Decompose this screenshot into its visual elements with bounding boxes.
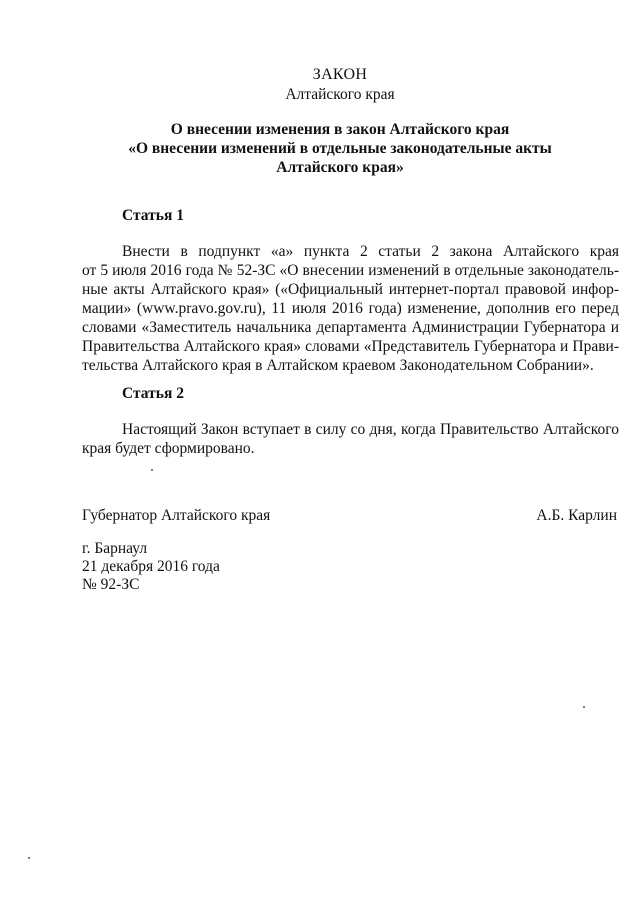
- law-number: № 92-ЗС: [82, 576, 140, 593]
- issue-date: 21 декабря 2016 года: [82, 558, 220, 575]
- document-title-line: О внесении изменения в закон Алтайского края: [170, 121, 510, 138]
- document-title: [60, 120, 620, 177]
- document-title-line: Алтайского края»: [276, 159, 404, 176]
- article-1-line: словами «Заместитель начальника департамента Администрации Губернатора и: [82, 319, 619, 336]
- article-1-line: Внести в подпункт «а» пункта 2 статьи 2 закона Алтайского края: [122, 243, 619, 260]
- document-title-line: «О внесении изменений в отдельные законодательные акты: [128, 140, 552, 157]
- article-1-line: Правительства Алтайского края» словами «Представитель Губернатора и Прави-: [82, 338, 619, 355]
- document-region: Алтайского края: [285, 86, 395, 103]
- scan-speck: [28, 857, 30, 859]
- scan-speck: [583, 706, 585, 708]
- document-type: ЗАКОН: [312, 66, 368, 83]
- issue-city: г. Барнаул: [82, 540, 148, 557]
- article-1-line: ные акты Алтайского края» («Официальный интернет-портал правовой инфор-: [82, 281, 619, 298]
- article-1-line: мации» (www.pravo.gov.ru), 11 июля 2016 года) изменение, дополнив его перед: [82, 300, 619, 317]
- signatory-position: Губернатор Алтайского края: [82, 507, 271, 524]
- article-2-line: края будет сформировано.: [82, 440, 255, 457]
- article-1-line: тельства Алтайского края в Алтайском краевом Законодательном Собрании».: [82, 357, 594, 374]
- article-2-heading: Статья 2: [122, 385, 184, 402]
- scan-speck: [151, 469, 153, 471]
- signatory-name: А.Б. Карлин: [536, 507, 617, 524]
- article-1-line: от 5 июля 2016 года № 52-ЗС «О внесении изменений в отдельные законодатель-: [82, 262, 619, 279]
- article-2-line: Настоящий Закон вступает в силу со дня, когда Правительство Алтайского: [122, 421, 619, 438]
- article-1-heading: Статья 1: [122, 207, 184, 224]
